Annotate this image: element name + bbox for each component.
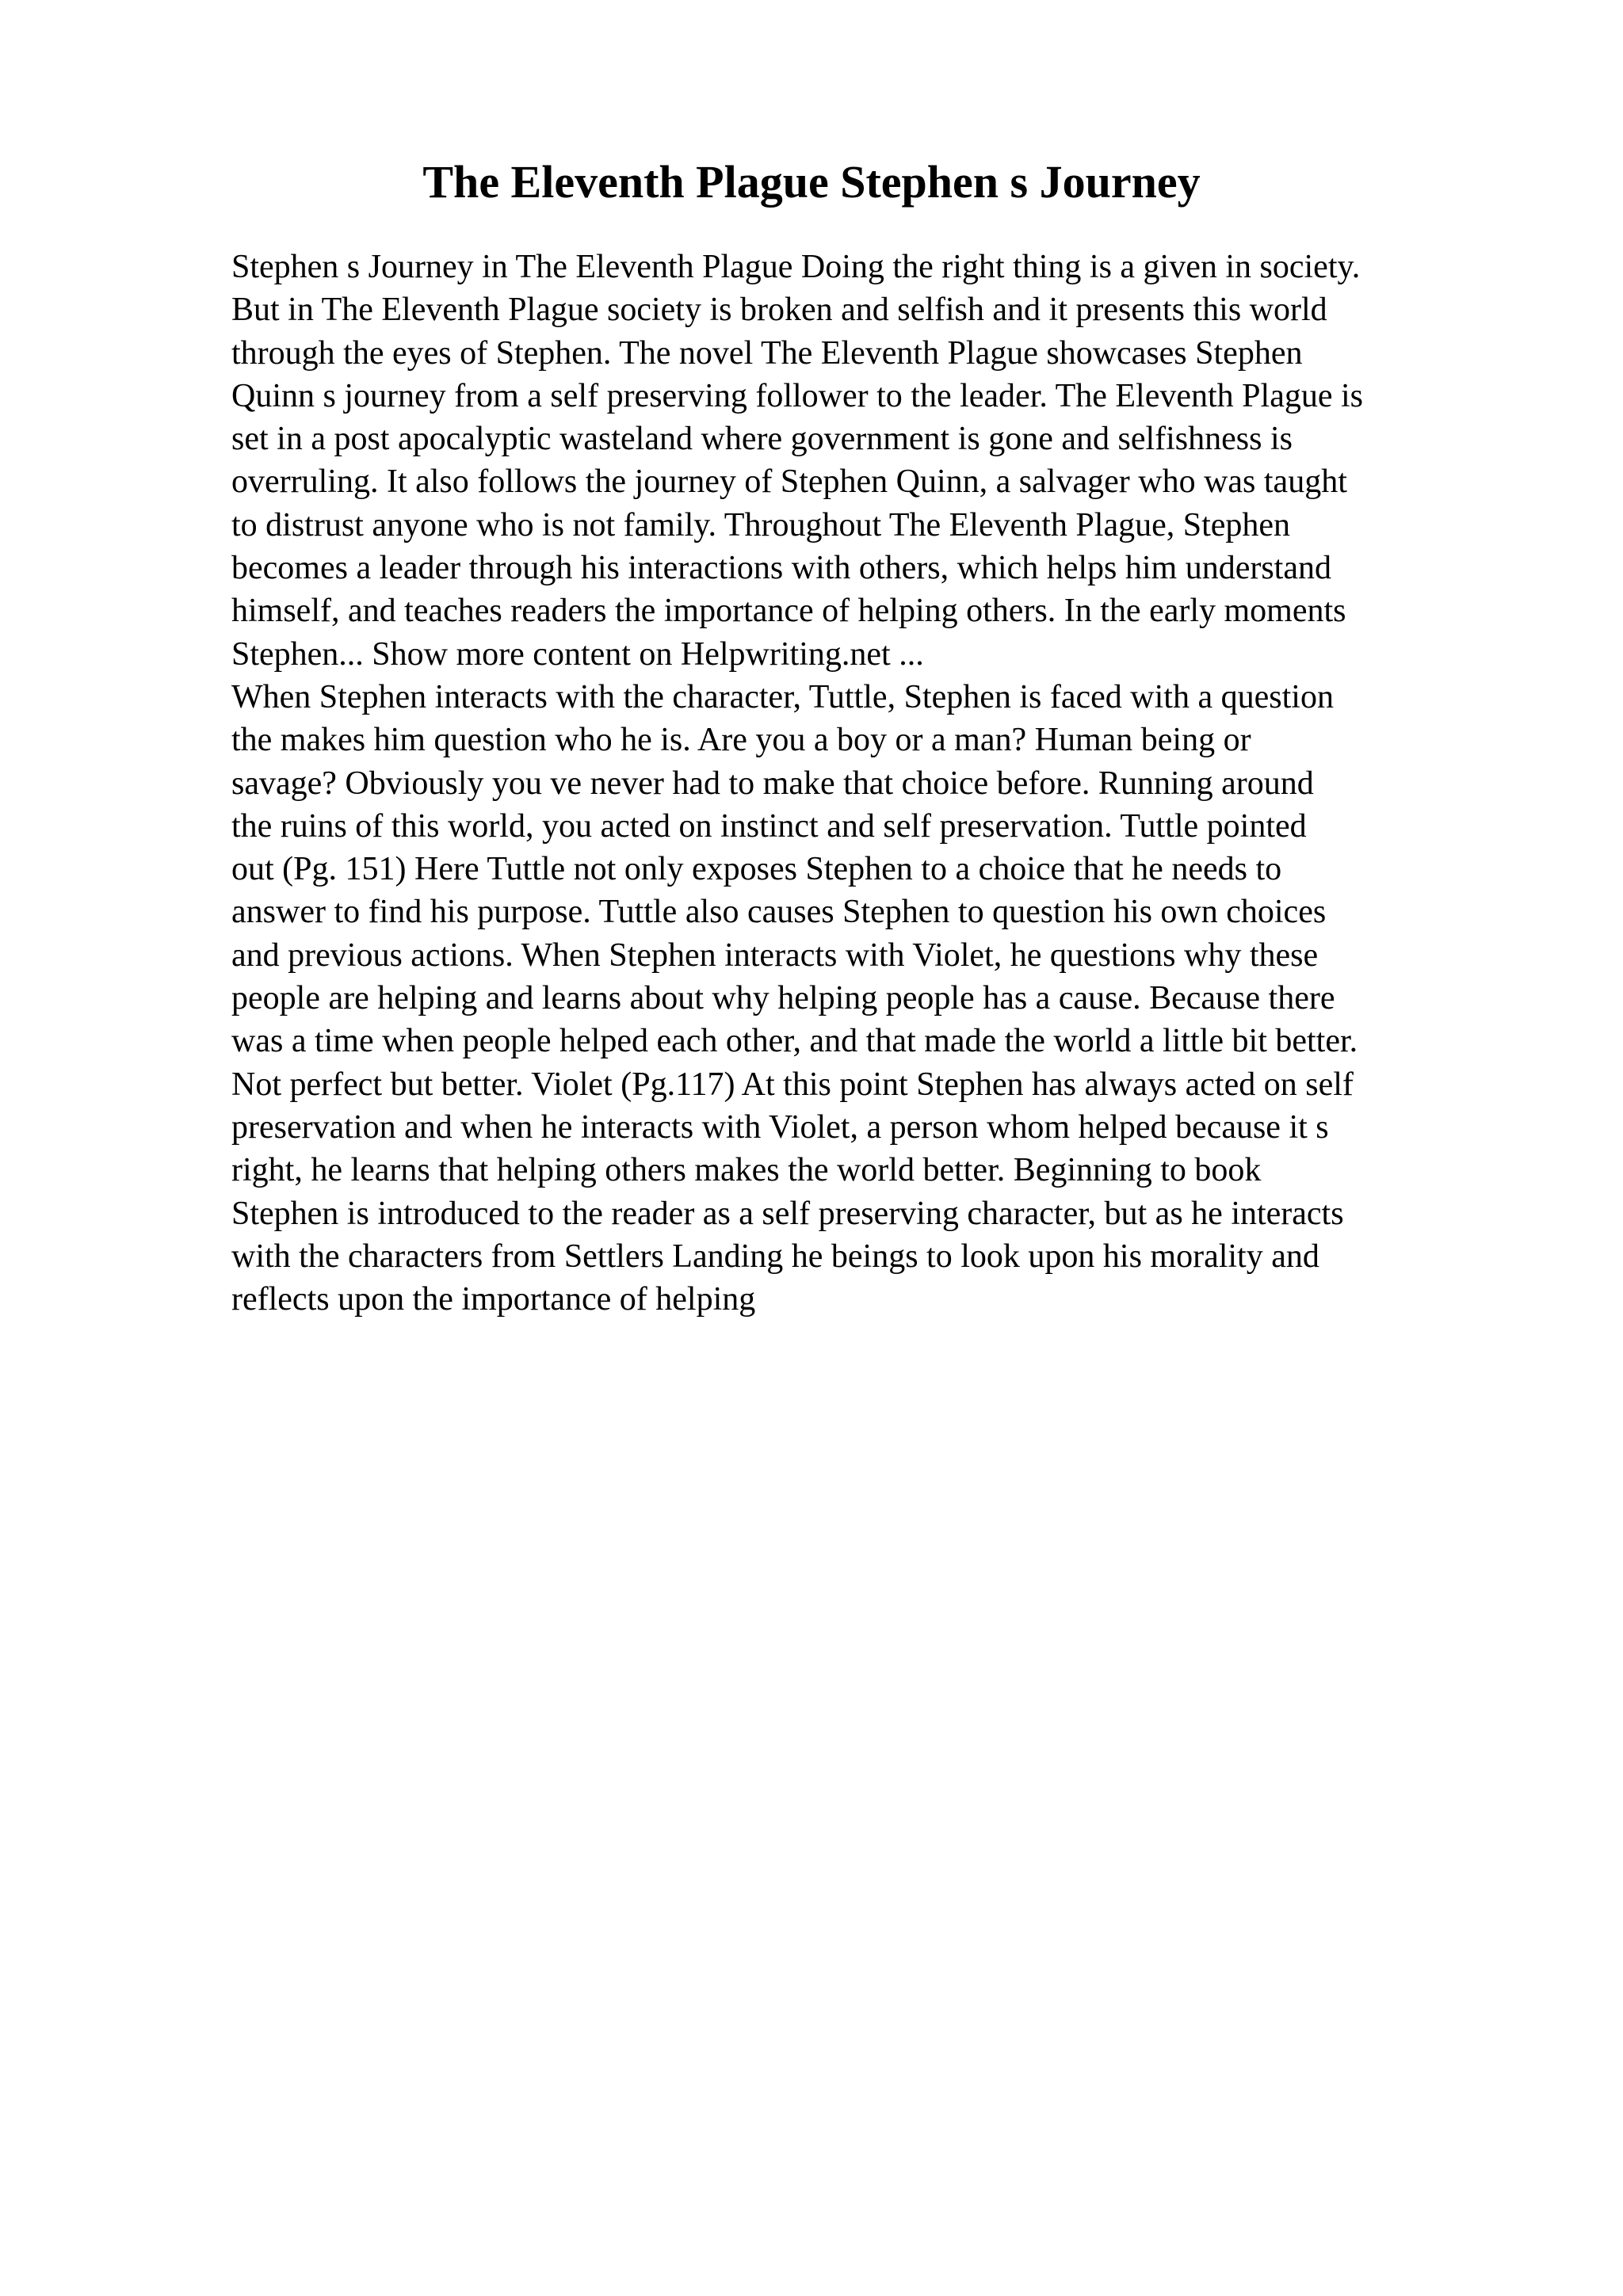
- document-title: The Eleventh Plague Stephen s Journey: [422, 156, 1201, 208]
- body-line: the makes him question who he is. Are you a boy or a man? Human being or: [231, 722, 1251, 759]
- body-line: through the eyes of Stephen. The novel The Eleventh Plague showcases Stephen: [231, 334, 1303, 372]
- body-line: Stephen s Journey in The Eleventh Plague Doing the right thing is a given in society.: [231, 249, 1361, 285]
- body-line: to distrust anyone who is not family. Throughout The Eleventh Plague, Stephen: [231, 506, 1291, 543]
- body-line: the ruins of this world, you acted on instinct and self preservation. Tuttle pointed: [231, 807, 1307, 845]
- body-line: becomes a leader through his interactions with others, which helps him understand: [231, 550, 1331, 587]
- body-line: answer to find his purpose. Tuttle also causes Stephen to question his own choices: [231, 894, 1327, 931]
- body-line: and previous actions. When Stephen interacts with Violet, he questions why these: [231, 936, 1319, 974]
- body-line: set in a post apocalyptic wasteland where government is gone and selfishness is: [231, 421, 1293, 458]
- document-body: [231, 246, 1515, 1321]
- body-line: Not perfect but better. Violet (Pg.117) At this point Stephen has always acted on self: [231, 1066, 1354, 1103]
- body-line: with the characters from Settlers Landing he beings to look upon his morality and: [231, 1238, 1319, 1275]
- body-line: people are helping and learns about why helping people has a cause. Because there: [231, 980, 1335, 1017]
- body-line: reflects upon the importance of helping: [231, 1281, 756, 1318]
- body-line: Stephen is introduced to the reader as a self preserving character, but as he interacts: [231, 1195, 1344, 1232]
- body-line: Quinn s journey from a self preserving follower to the leader. The Eleventh Plague is: [231, 377, 1363, 414]
- body-line-show-more: Stephen... Show more content on Helpwriting.net ...: [231, 635, 924, 673]
- body-line: overruling. It also follows the journey of Stephen Quinn, a salvager who was taught: [231, 463, 1347, 501]
- body-line: right, he learns that helping others makes the world better. Beginning to book: [231, 1152, 1262, 1189]
- body-line: preservation and when he interacts with Violet, a person whom helped because it s: [231, 1108, 1329, 1146]
- body-line: himself, and teaches readers the importance of helping others. In the early moments: [231, 593, 1346, 630]
- body-line: When Stephen interacts with the character, Tuttle, Stephen is faced with a question: [231, 678, 1334, 715]
- body-line: out (Pg. 151) Here Tuttle not only exposes Stephen to a choice that he needs to: [231, 851, 1282, 888]
- body-line: savage? Obviously you ve never had to make that choice before. Running around: [231, 765, 1314, 802]
- body-line: was a time when people helped each other, and that made the world a little bit better.: [231, 1023, 1358, 1060]
- body-line: But in The Eleventh Plague society is broken and selfish and it presents this world: [231, 292, 1327, 329]
